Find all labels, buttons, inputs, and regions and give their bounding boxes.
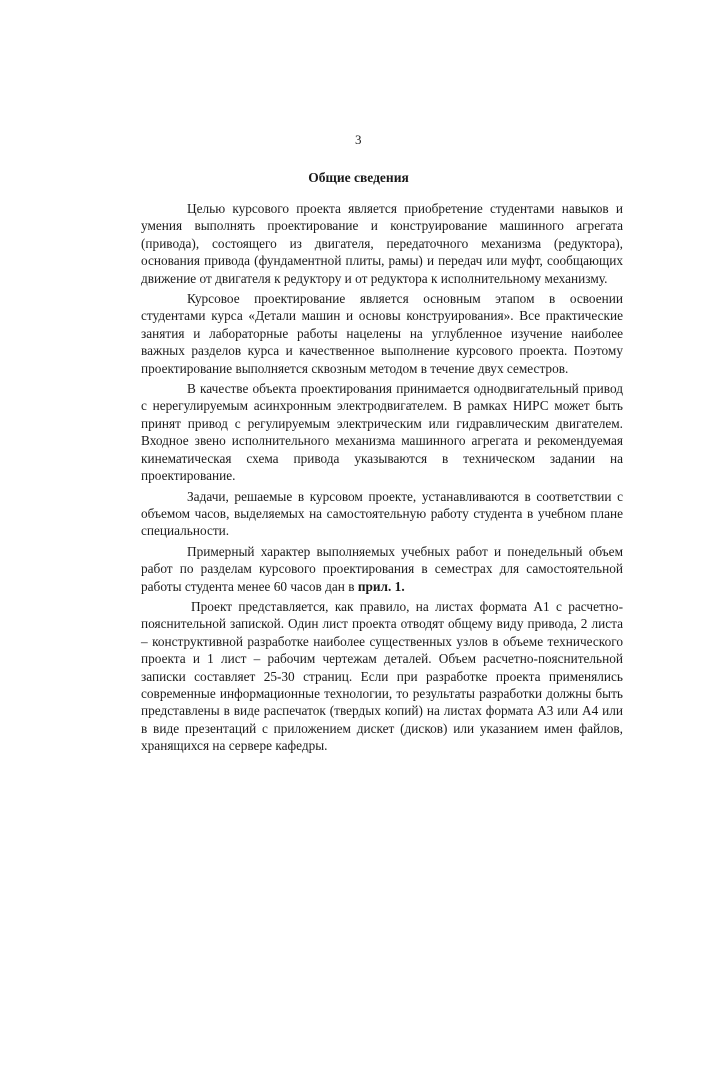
section-heading: Общие сведения (308, 170, 409, 185)
appendix-reference-period: . (401, 578, 405, 594)
paragraph-tasks: Задачи, решаемые в курсовом проекте, устанавливаются в соответствии с объемом часов, выделяемых на самостоятельную работу студента в учебном плане специальности. (141, 488, 623, 539)
paragraph-design-object: В качестве объекта проектирования принимается однодвигательный привод с нерегулируемым асинхронным электродвигателем. В рамках НИРС может быть принят привод с регулируемым электрическим или гидравлическим двигателем. Входное звено исполнительного механизма машинного агрегата и рекомендуемая кинематическая схема привода указываются в техническом задании на проектирование. (141, 381, 623, 484)
document-body (141, 200, 623, 758)
page-number: 3 (355, 132, 362, 147)
paragraph-project-format: Проект представляется, как правило, на листах формата А1 с расчетно-пояснительной запиской. Один лист проекта отводят общему виду привода, 2 листа – конструктивной разработке наиболее существенных узлов в объеме технического проекта и 1 лист – рабочим чертежам деталей. Объем расчетно-пояснительной записки составляет 25-30 страниц. Если при разработке проекта применялись современные информационные технологии, то результаты разработки должны быть представлены в виде распечаток (твердых копий) на листах формата А3 или А4 или в виде презентаций с приложением дискет (дисков) или указанием имен файлов, хранящихся на сервере кафедры. (141, 598, 623, 754)
paragraph-goal: Целью курсового проекта является приобретение студентами навыков и умения выполнять проектирование и конструирование машинного агрегата (привода), состоящего из двигателя, передаточного механизма (редуктора), основания привода (фундаментной плиты, рамы) и передач или муфт, сообщающих движение от двигателя к редуктору и от редуктора к исполнительному механизму. (141, 201, 623, 286)
paragraph-schedule (141, 543, 623, 595)
appendix-reference: прил. 1 (357, 578, 402, 594)
paragraph-course-design: Курсовое проектирование является основным этапом в освоении студентами курса «Детали машин и основы конструирования». Все практические занятия и лабораторные работы нацелены на углубленное изучение наиболее важных разделов курса и качественное выполнение курсового проекта. Поэтому проектирование выполняется сквозным методом в течение двух семестров. (141, 291, 623, 376)
paragraph-schedule-text: Примерный характер выполняемых учебных работ и понедельный объем работ по разделам курсового проектирования в семестрах для самостоятельной работы студента менее 60 часов дан в (141, 543, 623, 594)
